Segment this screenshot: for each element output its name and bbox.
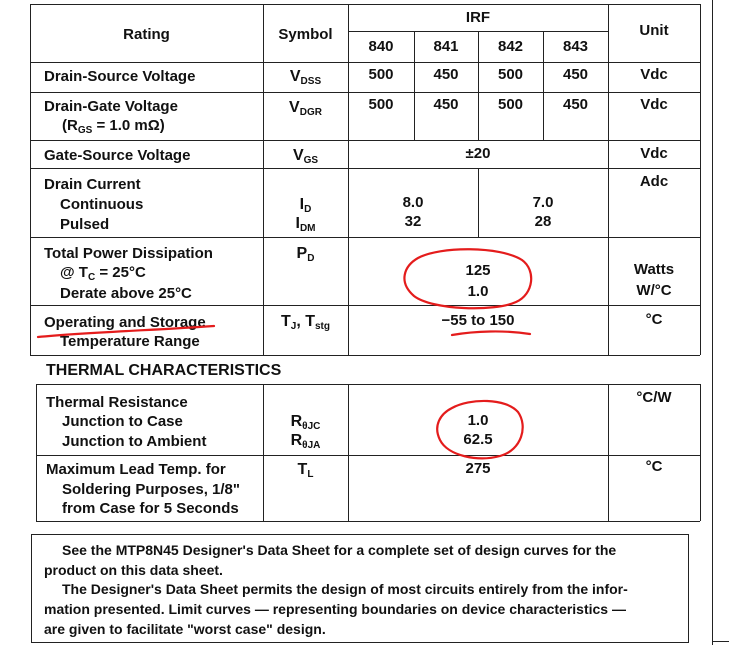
row-thermal-unit: °C/W bbox=[636, 389, 672, 406]
table-rule bbox=[30, 4, 700, 5]
row-power-symbol: $P_D$ bbox=[296, 245, 315, 264]
row-lead-label: Maximum Lead Temp. for bbox=[46, 461, 226, 478]
row-vdss-symbol: $V_{DSS}$ bbox=[289, 68, 322, 87]
row-vdgr-symbol: $V_{DGR}$ bbox=[289, 99, 322, 118]
row-thermal-ja-value: 62.5 bbox=[463, 431, 493, 448]
table-rule bbox=[36, 384, 700, 385]
note-line-4: mation presented. Limit curves — representing boundaries on device characteristics — bbox=[44, 601, 626, 617]
header-part-843: 843 bbox=[562, 38, 589, 55]
header-rating: Rating bbox=[123, 26, 170, 43]
header-part-842: 842 bbox=[497, 38, 524, 55]
table-rule bbox=[30, 305, 700, 306]
table-rule bbox=[263, 4, 264, 355]
row-lead-label2: Soldering Purposes, 1/8" bbox=[62, 481, 240, 498]
table-rule bbox=[36, 521, 700, 522]
row-power-label: Total Power Dissipation bbox=[44, 245, 213, 262]
table-rule bbox=[30, 62, 700, 63]
header-part-840: 840 bbox=[368, 38, 394, 55]
note-line-2: product on this data sheet. bbox=[44, 562, 223, 578]
row-power-condition: @ $T_C = 25^\circ C$ bbox=[60, 264, 146, 283]
row-power-unit-derate: W/°C bbox=[636, 282, 672, 299]
row-thermal-ambient: Junction to Ambient bbox=[62, 433, 207, 450]
table-rule bbox=[700, 4, 701, 355]
row-vdgr-842: 500 bbox=[497, 96, 524, 113]
row-thermal-jc-value: 1.0 bbox=[467, 412, 489, 429]
header-symbol: Symbol bbox=[278, 26, 333, 43]
row-vgs-label: Gate-Source Voltage bbox=[44, 147, 191, 164]
header-part-841: 841 bbox=[433, 38, 459, 55]
header-unit: Unit bbox=[639, 22, 669, 39]
row-thermal-symbol-ja: $R_{\theta JA}$ bbox=[290, 432, 321, 451]
table-rule bbox=[36, 384, 37, 521]
row-drain-840-pulsed: 32 bbox=[404, 213, 422, 230]
row-thermal-case: Junction to Case bbox=[62, 413, 183, 430]
row-drain-symbol-id: $I_D$ bbox=[299, 196, 312, 215]
note-line-3: The Designer's Data Sheet permits the design of most circuits entirely from the infor- bbox=[62, 581, 628, 597]
row-power-value: 125 bbox=[465, 262, 491, 279]
table-rule bbox=[348, 4, 349, 355]
table-rule bbox=[30, 140, 700, 141]
page-edge bbox=[712, 641, 729, 642]
thermal-heading: THERMAL CHARACTERISTICS bbox=[46, 362, 282, 379]
row-vdgr-840: 500 bbox=[368, 96, 394, 113]
row-temp-symbol: $T_J$, $T_{stg}$ bbox=[280, 313, 330, 332]
row-vdss-842: 500 bbox=[497, 66, 524, 83]
table-rule bbox=[30, 92, 700, 93]
note-line-1: See the MTP8N45 Designer's Data Sheet for a complete set of design curves for the bbox=[62, 542, 617, 558]
row-temp-label: Operating and Storage bbox=[44, 314, 206, 331]
header-irf: IRF bbox=[465, 9, 491, 26]
row-power-derate: Derate above 25°C bbox=[60, 285, 192, 302]
row-vdss-843: 450 bbox=[562, 66, 589, 83]
row-power-unit-watts: Watts bbox=[633, 261, 675, 278]
row-drain-842-pulsed: 28 bbox=[534, 213, 552, 230]
row-vdgr-label-cond: ($R_{GS} = 1.0$ mΩ) bbox=[62, 117, 165, 136]
row-vdgr-unit: Vdc bbox=[640, 96, 668, 113]
row-lead-unit: °C bbox=[645, 458, 663, 475]
row-thermal-symbol-jc: $R_{\theta JC}$ bbox=[290, 413, 321, 432]
page-edge bbox=[712, 0, 713, 645]
row-lead-value: 275 bbox=[465, 460, 491, 477]
row-drain-continuous: Continuous bbox=[60, 196, 144, 213]
row-thermal-label: Thermal Resistance bbox=[46, 394, 188, 411]
table-rule bbox=[30, 4, 31, 355]
row-drain-symbol-idm: $I_{DM}$ bbox=[295, 215, 316, 234]
row-vdss-840: 500 bbox=[368, 66, 394, 83]
table-rule bbox=[348, 384, 349, 521]
row-vgs-unit: Vdc bbox=[640, 145, 668, 162]
row-drain-unit: Adc bbox=[639, 173, 669, 190]
row-temp-value: −55 to 150 bbox=[441, 312, 515, 329]
row-drain-842-continuous: 7.0 bbox=[532, 194, 554, 211]
table-rule bbox=[36, 455, 700, 456]
red-underline-temp-value bbox=[452, 331, 530, 335]
table-rule bbox=[700, 384, 701, 521]
table-rule bbox=[30, 237, 700, 238]
row-temp-label2: Temperature Range bbox=[60, 333, 200, 350]
row-vdgr-843: 450 bbox=[562, 96, 589, 113]
row-lead-symbol: $T_L$ bbox=[297, 461, 314, 480]
row-drain-label: Drain Current bbox=[44, 176, 141, 193]
table-rule bbox=[30, 168, 700, 169]
row-vdss-label: Drain-Source Voltage bbox=[44, 68, 196, 85]
row-temp-unit: °C bbox=[645, 311, 663, 328]
row-vdss-unit: Vdc bbox=[640, 66, 668, 83]
row-vgs-symbol: $V_{GS}$ bbox=[292, 147, 319, 166]
row-power-derate-value: 1.0 bbox=[467, 283, 489, 300]
row-vdss-841: 450 bbox=[433, 66, 459, 83]
row-vdgr-841: 450 bbox=[433, 96, 459, 113]
row-vgs-value: ±20 bbox=[465, 145, 491, 162]
row-drain-840-continuous: 8.0 bbox=[402, 194, 424, 211]
note-line-5: are given to facilitate "worst case" design. bbox=[44, 621, 326, 637]
row-lead-label3: from Case for 5 Seconds bbox=[62, 500, 239, 517]
row-vdgr-label: Drain-Gate Voltage bbox=[44, 98, 178, 115]
table-rule bbox=[30, 355, 700, 356]
row-drain-pulsed: Pulsed bbox=[60, 216, 110, 233]
